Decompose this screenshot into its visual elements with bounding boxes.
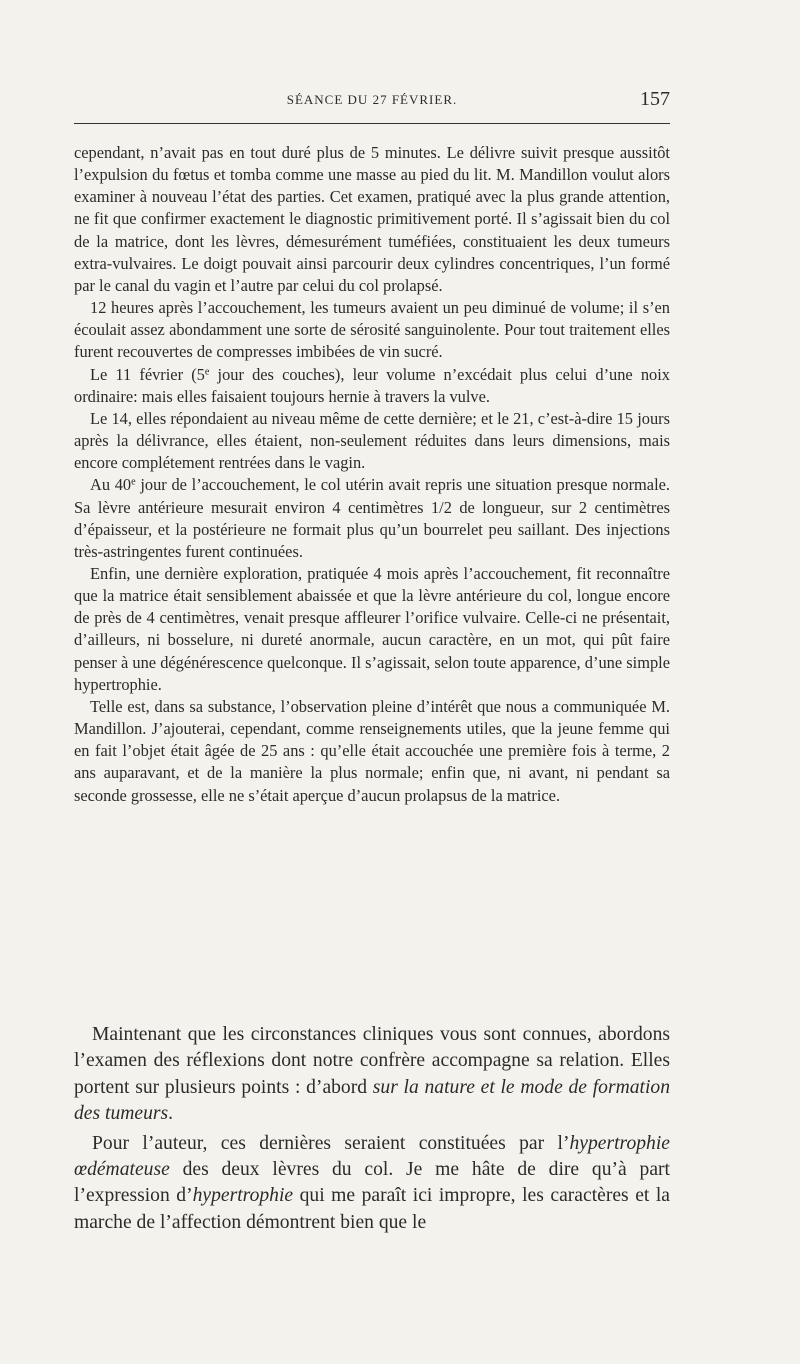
superscript: e (131, 476, 136, 488)
paragraph-text: Pour l’auteur, ces dernières seraient constituées par l’ (92, 1132, 570, 1154)
paragraph: Le 14, elles répondaient au niveau même de cette dernière; et le 21, c’est-à-dire 15 jours après la délivrance, elles étaient, non-seulement réduites dans leurs dimensions, mais encore complétement rentrées dans le vagin. (74, 408, 670, 473)
paragraph (74, 364, 670, 408)
page-number: 157 (640, 88, 670, 110)
paragraph-text: jour de l’accouchement, le col utérin avait repris une situation presque normale. Sa lèvre antérieure mesurait environ 4 centimètres 1/2 de longueur, sur 2 centimètres d’épaisseur, et la postérieure ne formait plus qu’un bourrelet peu saillant. Des injections très-astringentes furent continuées. (74, 475, 670, 561)
paragraph-text: qui me paraît ici impropre, les caractères et la marche de l’affection démontrent bien que le (74, 1185, 670, 1233)
paragraph: cependant, n’avait pas en tout duré plus de 5 minutes. Le délivre suivit presque aussitôt l’expulsion du fœtus et tomba comme une masse au pied du lit. M. Mandillon voulut alors examiner à nouveau l’état des parties. Cet examen, pratiqué avec la plus grande attention, ne fit que confirmer exactement le diagnostic primitivement porté. Il s’agissait bien du col de la matrice, dont les lèvres, démesurément tuméfiées, constituaient les deux tumeurs extra-vulvaires. Le doigt pouvait ainsi parcourir deux cylindres concentriques, l’un formé par le canal du vagin et l’autre par celui du col prolapsé. (74, 143, 670, 295)
paragraph (74, 1022, 670, 1128)
paragraph-text: . (168, 1103, 174, 1125)
italic-phrase: sur la nature et le mode de formation des tumeurs (74, 1076, 670, 1125)
paragraph-text: jour des couches), leur volume n’excédait plus celui d’une noix ordinaire: mais elles faisaient toujours hernie à travers la vulve. (74, 364, 670, 406)
paragraph: Enfin, une dernière exploration, pratiquée 4 mois après l’accouchement, fit reconnaître que la matrice était sensiblement abaissée et que la lèvre antérieure du col, longue encore de près de 4 centimètres, venait presque affleurer l’orifice vulvaire. Celle-ci ne présentait, d’ailleurs, ni bosselure, ni dureté anormale, aucun caractère, en un mot, qui pût faire penser à une dégénérescence quelconque. Il s’agissait, selon toute apparence, d’une simple hypertrophie. (74, 563, 670, 694)
paragraph-text: Le 11 février (5 (90, 364, 205, 384)
paragraph-text: Maintenant que les circonstances cliniques vous sont connues, abordons l’examen des réflexions dont notre confrère accompagne sa relation. Elles portent sur plusieurs points : d’abord (74, 1024, 670, 1098)
running-title: SÉANCE DU 27 FÉVRIER. (286, 92, 458, 107)
paragraph-text: Au 40 (90, 475, 132, 495)
observation-text (74, 142, 670, 807)
page-header (74, 88, 670, 116)
superscript: e (204, 365, 210, 377)
paragraph: 12 heures après l’accouchement, les tumeurs avaient un peu diminué de volume; il s’en écoulait assez abondamment une sorte de sérosité sanguinolente. Pour tout traitement elles furent recouvertes de compresses imbibées de vin sucré. (74, 298, 670, 362)
italic-phrase: hypertrophie (192, 1185, 294, 1207)
italic-phrase: hypertrophie œdémateuse (74, 1132, 670, 1181)
commentary-text (74, 1022, 670, 1236)
header-rule (74, 123, 670, 124)
paragraph: Telle est, dans sa substance, l’observation pleine d’intérêt que nous a communiquée M. Mandillon. J’ajouterai, cependant, comme renseignements utiles, que la jeune femme qui en fait l’objet était âgée de 25 ans : qu’elle était accouchée une première fois à terme, 2 ans auparavant, et de la manière la plus normale; enfin que, ni avant, ni pendant sa seconde grossesse, elle ne s’était aperçue d’aucun prolapsus de la matrice. (74, 696, 670, 805)
paragraph (74, 1131, 670, 1237)
paragraph-text: des deux lèvres du col. Je me hâte de dire qu’à part l’expression d’ (74, 1159, 670, 1207)
paragraph (74, 474, 670, 563)
